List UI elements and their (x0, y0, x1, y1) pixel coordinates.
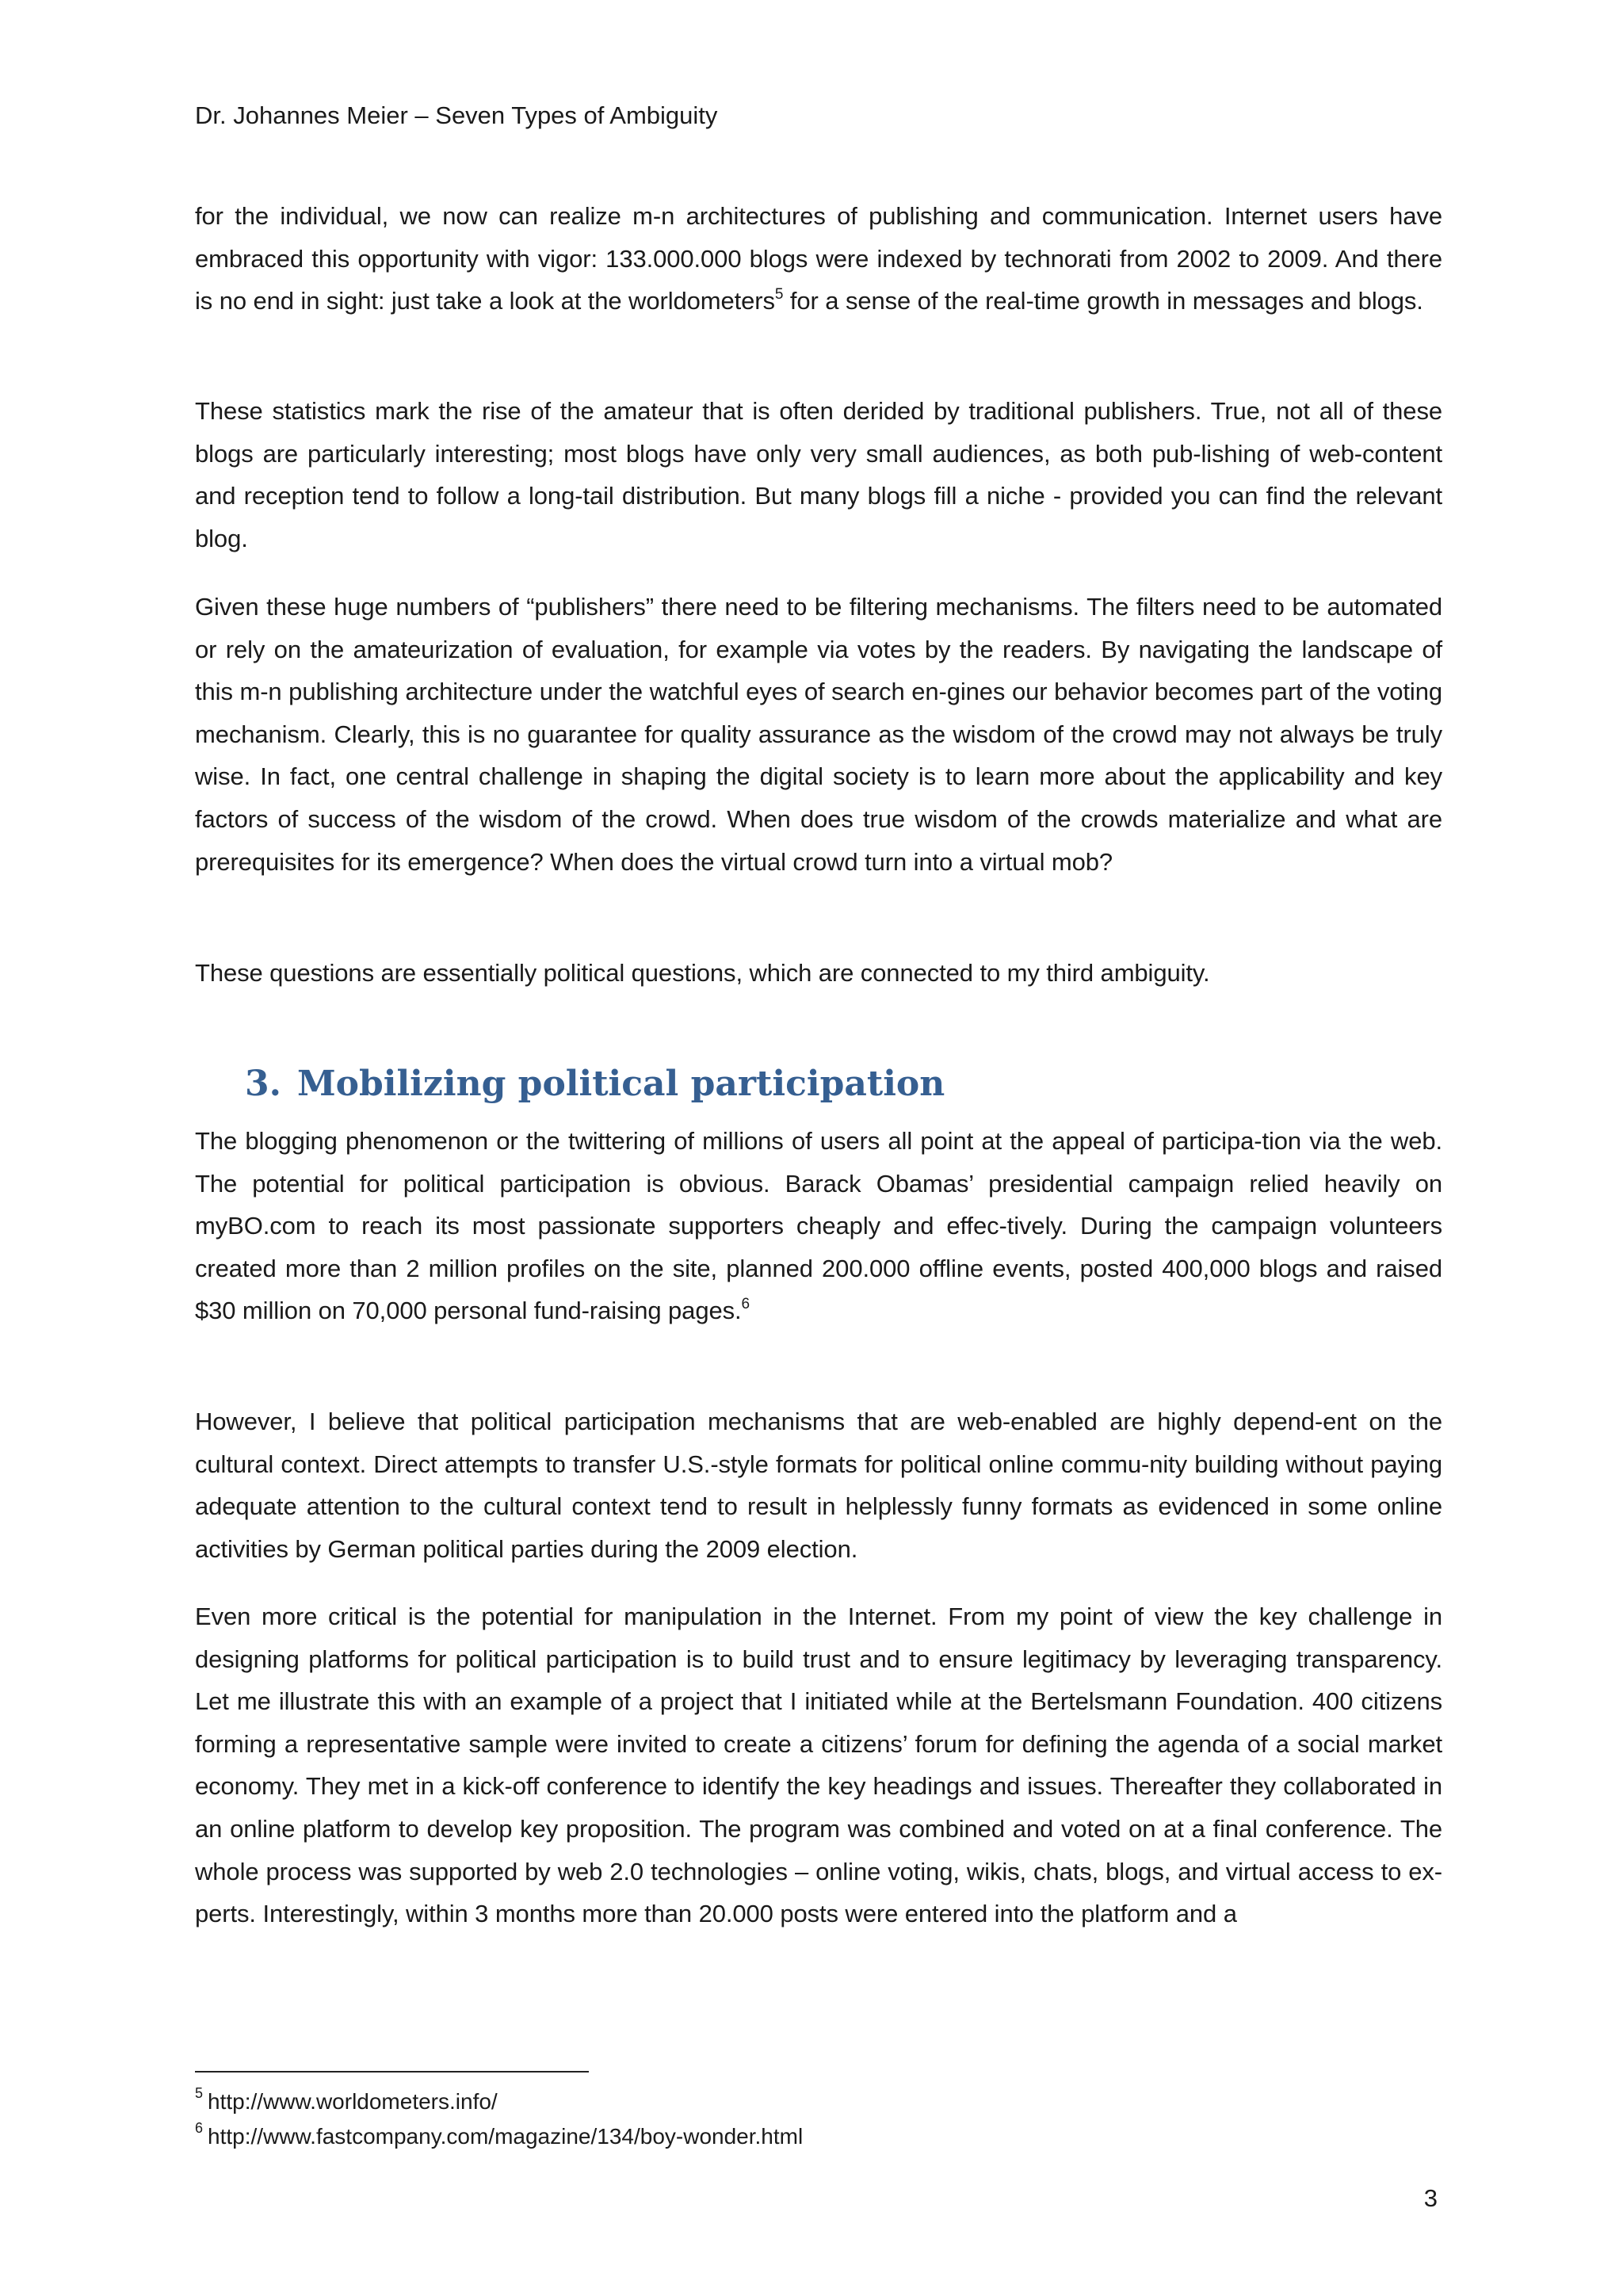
footnote-5 (195, 2084, 803, 2119)
paragraph-2 (195, 390, 1442, 560)
running-header: Dr. Johannes Meier – Seven Types of Ambiguity (195, 101, 718, 129)
section-heading (245, 1062, 945, 1106)
section-number: 3. (245, 1064, 281, 1104)
footnote-mark: 6 (195, 2119, 204, 2136)
paragraph-4-text: These questions are essentially political questions, which are connected to my third ambiguity. (195, 959, 1210, 987)
page-number: 3 (1423, 2184, 1438, 2212)
paragraph-1-text-end: for a sense of the real-time growth in messages and blogs. (783, 287, 1423, 315)
paragraph-2-text: These statistics mark the rise of the amateur that is often derided by traditional publishers. True, not all of these blogs are particularly interesting; most blogs have only very small audiences, as both pub-lishing of web-content and reception tend to follow a long-tail distribution. But many blogs fill a niche - provided you can find the relevant blog. (195, 397, 1442, 552)
paragraph-6 (195, 1400, 1442, 1570)
footnote-mark: 5 (195, 2084, 204, 2101)
paragraph-7-text: Even more critical is the potential for manipulation in the Internet. From my point of view the key challenge in designing platforms for political participation is to build trust and to ensure legitimacy by leveraging transparency. Let me illustrate this with an example of a project that I initiated while at the Bertelsmann Foundation. 400 citizens forming a representative sample were invited to create a citizens’ forum for defining the agenda of a social market economy. They met in a kick-off conference to identify the key headings and issues. Thereafter they collaborated in an online platform to develop key proposition. The program was combined and voted on at a final conference. The whole process was supported by web 2.0 technologies – online voting, wikis, chats, blogs, and virtual access to ex-perts. Interestingly, within 3 months more than 20.000 posts were entered into the platform and a (195, 1603, 1442, 1928)
footnote-ref-5[interactable]: 5 (774, 285, 784, 303)
paragraph-7 (195, 1595, 1442, 1935)
paragraph-1-text: for the individual, we now can realize m-n architectures of publishing and communication. Internet users have embraced this opportunity with vigor: 133.000.000 blogs were indexed by technorati from 2002 to 2009. And there is no end in sight: just take a look at the worldometers (195, 202, 1442, 315)
footnote-6 (195, 2119, 803, 2154)
footnote-separator (195, 2071, 589, 2073)
paragraph-4 (195, 952, 1442, 995)
paragraph-1 (195, 195, 1442, 323)
paragraph-5-text: The blogging phenomenon or the twittering of millions of users all point at the appeal of participa-tion via the web. The potential for political participation is obvious. Barack Obamas’ presidential campaign relied heavily on myBO.com to reach its most passionate supporters cheaply and effec-tively. During the campaign volunteers created more than 2 million profiles on the site, planned 200.000 offline events, posted 400,000 blogs and raised $30 million on 70,000 personal fund-raising pages. (195, 1127, 1442, 1325)
footnote-link[interactable]: http://www.worldometers.info/ (208, 2089, 498, 2114)
footnote-ref-6[interactable]: 6 (741, 1296, 750, 1313)
paragraph-5 (195, 1120, 1442, 1332)
section-title: Mobilizing political participation (296, 1064, 945, 1104)
paragraph-3 (195, 586, 1442, 883)
footnotes (195, 2084, 803, 2154)
paragraph-6-text: However, I believe that political participation mechanisms that are web-enabled are highly depend-ent on the cultural context. Direct attempts to transfer U.S.-style formats for political online commu-nity building without paying adequate attention to the cultural context tend to result in helplessly funny formats as evidenced in some online activities by German political parties during the 2009 election. (195, 1408, 1442, 1563)
footnote-link[interactable]: http://www.fastcompany.com/magazine/134/boy-wonder.html (208, 2124, 804, 2149)
paragraph-3-text: Given these huge numbers of “publishers” there need to be filtering mechanisms. The filters need to be automated or rely on the amateurization of evaluation, for example via votes by the readers. By navigating the landscape of this m-n publishing architecture under the watchful eyes of search en-gines our behavior becomes part of the voting mechanism. Clearly, this is no guarantee for quality assurance as the wisdom of the crowd may not always be truly wise. In fact, one central challenge in shaping the digital society is to learn more about the applicability and key factors of success of the wisdom of the crowd. When does true wisdom of the crowds materialize and what are prerequisites for its emergence? When does the virtual crowd turn into a virtual mob? (195, 593, 1442, 876)
